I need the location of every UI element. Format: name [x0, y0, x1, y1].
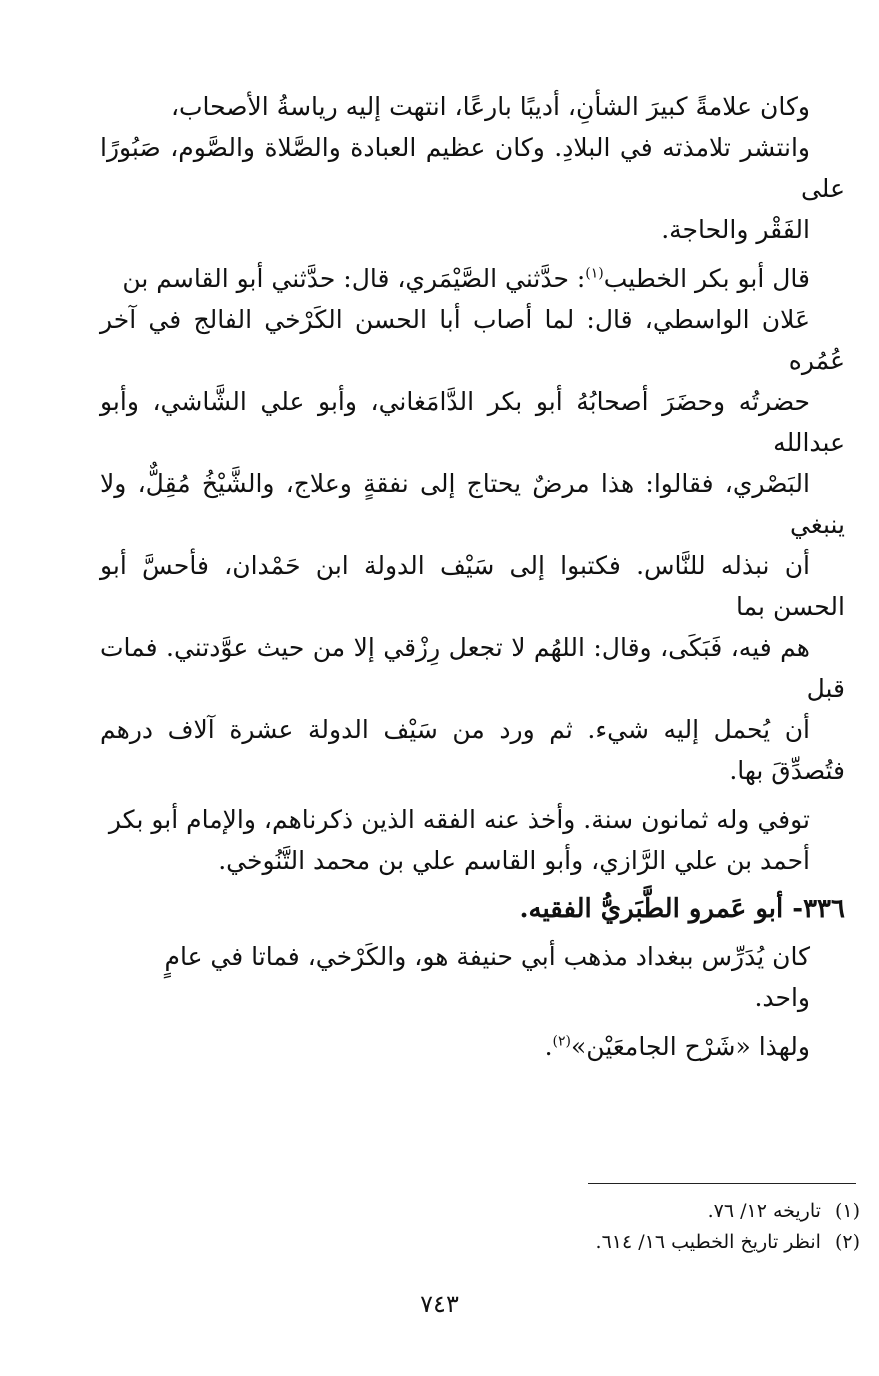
text-line: هم فيه، فَبَكَى، وقال: اللهُم لا تجعل رِزْقي إلا من حيث عوَّدتني. فمات قبل: [100, 633, 845, 703]
page-number: ٧٤٣: [420, 1290, 459, 1318]
text-line: حضرتُه وحضَرَ أصحابُهُ أبو بكر الدَّامَغاني، وأبو علي الشَّاشي، وأبو عبدالله: [100, 387, 845, 457]
footnote-2: [400, 1227, 860, 1258]
text-line: أن يُحمل إليه شيء. ثم ورد من سَيْف الدولة عشرة آلاف درهم فتُصدِّقَ بها.: [100, 715, 845, 785]
text-line: وكان علامةً كبيرَ الشأنِ، أديبًا بارعًا، انتهت إليه رياسةُ الأصحاب،: [170, 92, 810, 121]
text-segment: : حدَّثني الصَّيْمَري، قال: حدَّثني أبو القاسم بن: [122, 264, 586, 293]
paragraph-death: [100, 799, 845, 881]
text-line: كان يُدَرِّس ببغداد مذهب أبي حنيفة هو، والكَرْخي، فماتا في عامٍ: [164, 942, 810, 971]
footnote-divider: [588, 1183, 856, 1184]
footnote-ref-1[interactable]: (١): [585, 265, 604, 282]
footnote-number: (١): [834, 1200, 860, 1222]
footnote-text: انظر تاريخ الخطيب ١٦/ ٦١٤.: [595, 1231, 821, 1253]
text-segment: .: [544, 1032, 553, 1061]
text-line: البَصْري، فقالوا: هذا مرضٌ يحتاج إلى نفقةٍ وعلاج، والشَّيْخُ مُقِلٌّ، ولا ينبغي: [100, 469, 845, 539]
main-text: [100, 86, 845, 1075]
text-line: [100, 1026, 845, 1067]
text-line: عَلان الواسطي، قال: لما أصاب أبا الحسن الكَرْخي الفالج في آخر عُمُره: [100, 305, 845, 375]
footnote-1: [400, 1196, 860, 1227]
footnotes: [400, 1196, 860, 1258]
text-line: واحد.: [754, 983, 810, 1012]
text-line: أحمد بن علي الرَّازي، وأبو القاسم علي بن محمد التَّنُوخي.: [218, 846, 810, 875]
text-line: الفَقْر والحاجة.: [661, 215, 810, 244]
entry-heading: ٣٣٦- أبو عَمرو الطَّبَريُّ الفقيه.: [519, 894, 845, 924]
paragraph-teaching: [100, 936, 845, 1018]
text-line: أن نبذله للنَّاس. فكتبوا إلى سَيْف الدولة ابن حَمْدان، فأحسَّ أبو الحسن بما: [100, 551, 845, 621]
text-segment: قال أبو بكر الخطيب: [603, 264, 810, 293]
text-line: توفي وله ثمانون سنة. وأخذ عنه الفقه الذين ذكرناهم، والإمام أبو بكر: [108, 805, 810, 834]
paragraph-biography: [100, 86, 845, 250]
footnote-text: تاريخه ١٢/ ٧٦.: [707, 1200, 821, 1222]
text-line: [100, 258, 845, 299]
paragraph-commentary: [100, 1026, 845, 1067]
paragraph-narration: [100, 258, 845, 791]
text-segment: ولهذا «شَرْح الجامعَيْن»: [571, 1032, 810, 1061]
footnote-number: (٢): [834, 1231, 860, 1253]
footnote-ref-2[interactable]: (٢): [552, 1033, 571, 1050]
text-line: وانتشر تلامذته في البلادِ. وكان عظيم العبادة والصَّلاة والصَّوم، صَبُورًا على: [100, 133, 845, 203]
